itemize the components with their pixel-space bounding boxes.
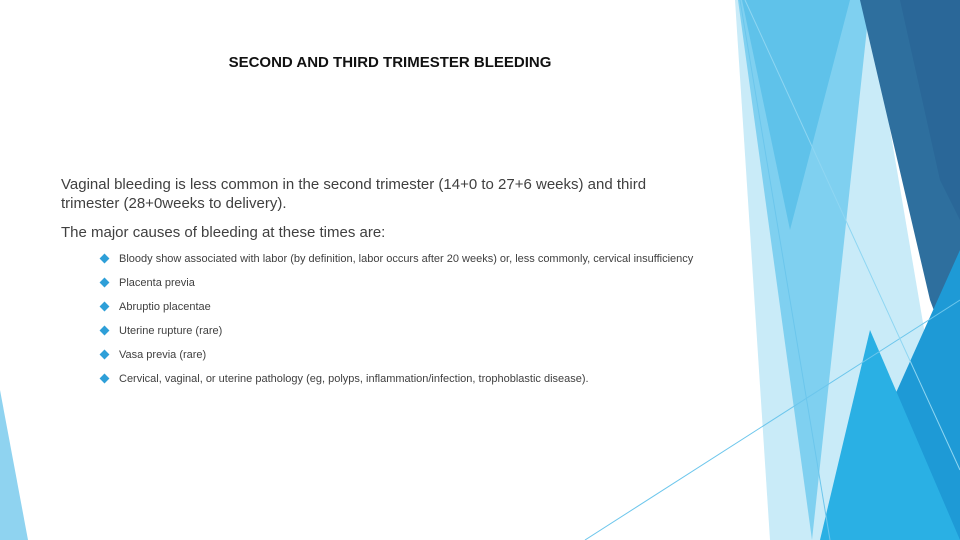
causes-list [100, 252, 700, 396]
diamond-bullet-icon [100, 350, 110, 360]
intro-paragraph: Vaginal bleeding is less common in the second trimester (14+0 to 27+6 weeks) and third trimester (28+0weeks to delivery). [61, 176, 647, 212]
diamond-bullet-icon [100, 374, 110, 384]
list-item [100, 348, 700, 362]
diamond-bullet-icon [100, 302, 110, 312]
list-item [100, 300, 700, 314]
list-item [100, 276, 700, 290]
list-item-text: Vasa previa (rare) [119, 349, 207, 361]
list-item-text: Bloody show associated with labor (by definition, labor occurs after 20 weeks) or, less commonly, cervical insufficiency [119, 253, 694, 265]
causes-lead-text: The major causes of bleeding at these times are: [61, 224, 386, 241]
diamond-bullet-icon [100, 326, 110, 336]
list-item-text: Abruptio placentae [119, 301, 211, 313]
slide-title: SECOND AND THIRD TRIMESTER BLEEDING [228, 54, 552, 71]
list-item-text: Cervical, vaginal, or uterine pathology (eg, polyps, inflammation/infection, trophoblastic disease). [119, 373, 589, 385]
list-item [100, 372, 700, 386]
list-item-text: Placenta previa [119, 277, 195, 289]
diamond-bullet-icon [100, 278, 110, 288]
left-edge-shape [0, 390, 28, 540]
diamond-bullet-icon [100, 254, 110, 264]
list-item [100, 324, 700, 338]
list-item [100, 252, 700, 266]
list-item-text: Uterine rupture (rare) [119, 325, 223, 337]
